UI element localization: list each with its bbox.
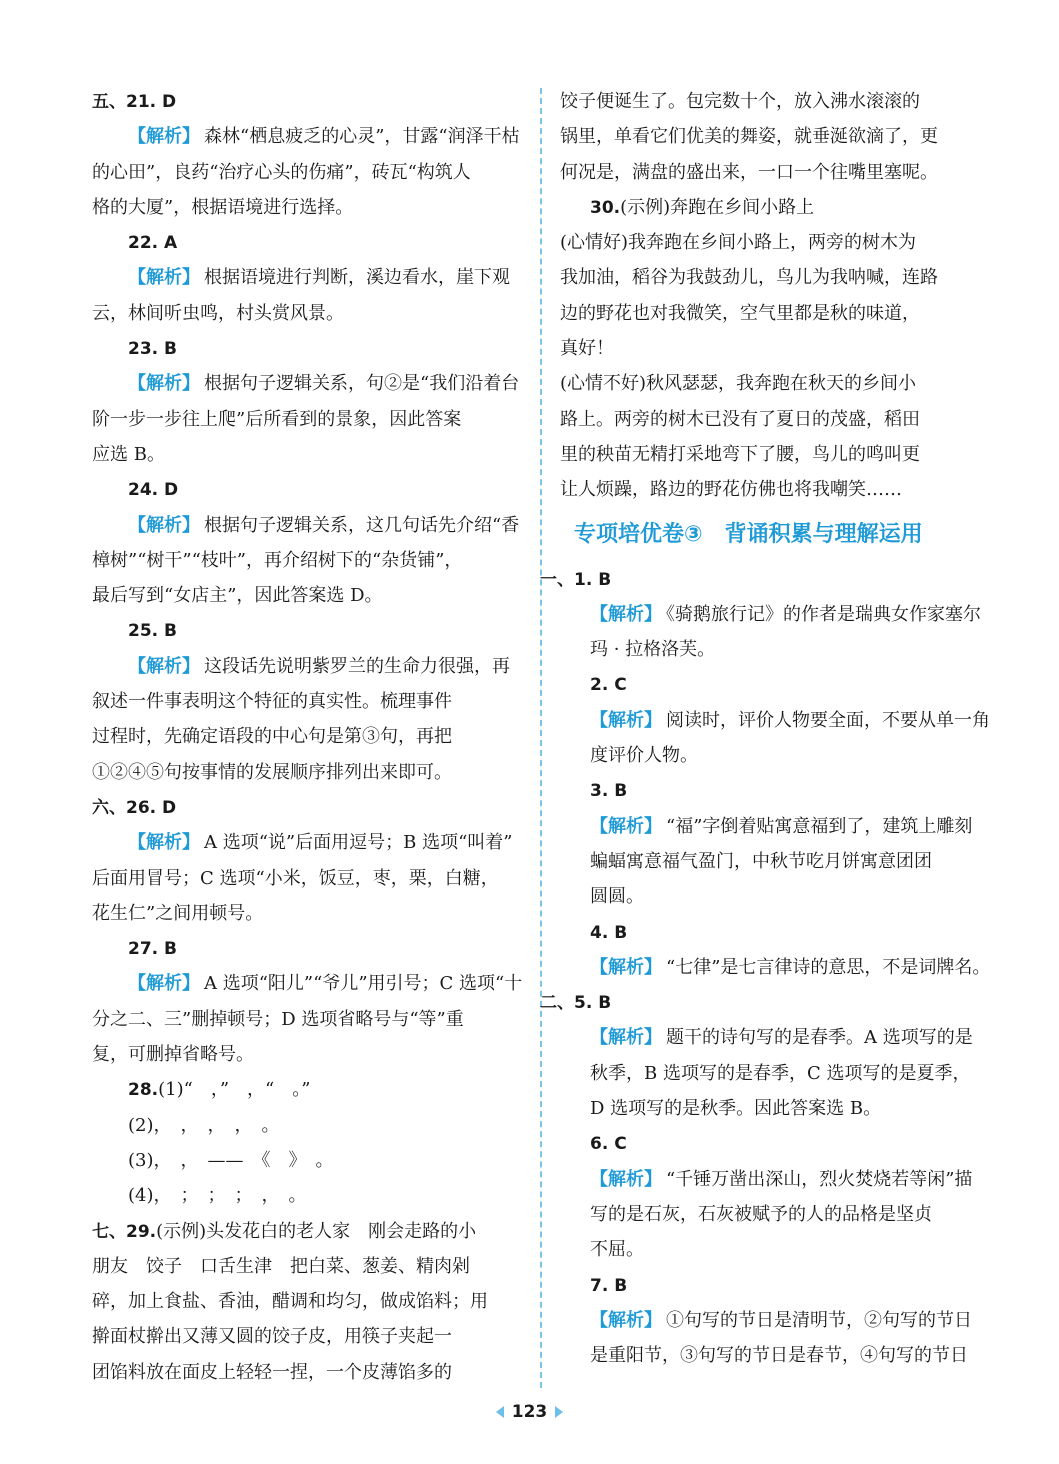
- page-number: 123: [511, 1402, 548, 1422]
- question-29: 七、29.(示例)头发花白的老人家 刚会走路的小: [92, 1220, 477, 1242]
- right-column: 饺子便诞生了。包完数十个，放入沸水滚滚的 锅里，单看它们优美的舞姿，就垂涎欲滴了，更 何况是，满盘的盛出来，一口一个往嘴里塞呢。 30.(示例)奔跑在乡间小路上 (心情好)我奔跑在乡间小路上，两旁的树木为 我加油，稻谷为我鼓劲儿，鸟儿为我呐喊，连路 边的野花也对我微笑，空气里都是秋的味道， 真好！ (心情不好)秋风瑟瑟，我奔跑在秋天的乡间小 路上。两旁的树木已没有了夏日的茂盛，稻田 里的秧苗无精打采地弯下了腰，鸟儿的鸣叫更 让人烦躁，路边的野花仿佛也将我嘲笑…… 专项培优卷③ 背诵积累与理解运用 一、1. B 【解析】 《骑鹅旅行记》的作者是瑞典女作家塞尔 玛 · 拉格洛芙。 2. C 【解析】 阅读时，评价人物要全面，不要从单一角 度评价人物。 3. B 【解析】 “福”字倒着贴寓意福到了，建筑上雕刻 蝙蝠寓意福气盈门，中秋节吃月饼寓意团团 圆圆。 4. B 【解析】 “七律”是七言律诗的意思，不是词牌名。 二、5. B 【解析】 题干的诗句写的是春季。A 选项写的是 秋季，B 选项写的是春季，C 选项写的是夏季， D 选项写的是秋季。因此答案选 B。 6. C 【解析】 “千锤万凿出深山，烈火焚烧若等闲”描 写的是石灰，石灰被赋予的人的品格是坚贞 不屈。 7. B 【解析】 ①句写的节日是清明节，②句写的节日 是重阳节，③句写的节日是春节，④句写的节日: [560, 84, 996, 1373]
- analysis-tag: 【解析】: [128, 126, 200, 148]
- question-3: 3. B: [590, 781, 628, 802]
- analysis-3: 【解析】 “福”字倒着贴寓意福到了，建筑上雕刻: [590, 815, 973, 837]
- analysis-2: 【解析】 阅读时，评价人物要全面，不要从单一角: [590, 709, 990, 731]
- page-footer: [0, 1402, 1059, 1422]
- question-answer: 21. D: [126, 92, 177, 112]
- question-28: 28.(1)“ ，” ，“ 。”: [128, 1079, 311, 1101]
- analysis-26: 【解析】 A 选项“说”后面用逗号；B 选项“叫着”: [128, 832, 513, 854]
- analysis-24: 【解析】 根据句子逻辑关系，这几句话先介绍“香: [128, 514, 520, 536]
- analysis-27: 【解析】 A 选项“阳儿”“爷儿”用引号；C 选项“十: [128, 973, 523, 995]
- analysis-1: 【解析】 《骑鹅旅行记》的作者是瑞典女作家塞尔: [590, 603, 981, 625]
- question-30: 30.(示例)奔跑在乡间小路上: [590, 196, 815, 218]
- analysis-6: 【解析】 “千锤万凿出深山，烈火焚烧若等闲”描: [590, 1168, 973, 1190]
- analysis-25: 【解析】 这段话先说明紫罗兰的生命力很强，再: [128, 655, 510, 677]
- question-26: 六、26. D: [92, 797, 177, 818]
- section-number: 五、: [92, 92, 126, 112]
- question-27: 27. B: [128, 939, 177, 960]
- analysis-21: 【解析】 森林“栖息疲乏的心灵”，甘露“润泽干枯: [128, 126, 520, 148]
- analysis-7: 【解析】 ①句写的节日是清明节，②句写的节日: [590, 1309, 972, 1331]
- question-24: 24. D: [128, 480, 179, 501]
- analysis-5: 【解析】 题干的诗句写的是春季。A 选项写的是: [590, 1027, 973, 1049]
- question-1: 一、1. B: [540, 569, 612, 590]
- question-6: 6. C: [590, 1134, 627, 1155]
- arrow-right-icon: [555, 1406, 563, 1418]
- column-divider: [540, 88, 542, 1388]
- analysis-22: 【解析】 根据语境进行判断，溪边看水，崖下观: [128, 267, 510, 289]
- arrow-left-icon: [496, 1406, 504, 1418]
- section-title: 专项培优卷③ 背诵积累与理解运用: [574, 521, 923, 547]
- question-4: 4. B: [590, 922, 628, 943]
- question-5: 二、5. B: [540, 993, 612, 1014]
- analysis-4: 【解析】 “七律”是七言律诗的意思，不是词牌名。: [590, 956, 991, 978]
- analysis-23: 【解析】 根据句子逻辑关系，句②是“我们沿着台: [128, 373, 520, 395]
- question-22: 22. A: [128, 233, 178, 254]
- left-column: 五、21. D 【解析】 森林“栖息疲乏的心灵”，甘露“润泽干枯 的心田”，良药“治疗心头的伤痛”，砖瓦“构筑人 格的大厦”，根据语境进行选择。 22. A 【解析】 根据语境进行判断，溪边看水，崖下观 云，林间听虫鸣，村头赏风景。 23. B 【解析】 根据句子逻辑关系，句②是“我们沿着台 阶一步一步往上爬”后所看到的景象，因此答案 应选 B。 24. D 【解析】 根据句子逻辑关系，这几句话先介绍“香 樟树”“树干”“枝叶”，再介绍树下的“杂货铺”， 最后写到“女店主”，因此答案选 D。 25. B 【解析】 这段话先说明紫罗兰的生命力很强，再 叙述一件事表明这个特征的真实性。梳理事件 过程时，先确定语段的中心句是第③句，再把 ①②④⑤句按事情的发展顺序排列出来即可。 六、26. D 【解析】 A 选项“说”后面用逗号；B 选项“叫着” 后面用冒号；C 选项“小米，饭豆，枣，栗，白糖， 花生仁”之间用顿号。 27. B 【解析】 A 选项“阳儿”“爷儿”用引号；C 选项“十 分之二、三”删掉顿号；D 选项省略号与“等”重 复，可删掉省略号。 28.(1)“ ，” ，“ 。” (2)， ， ， ， 。 (3)， ， —— 《 》 。 (4)， ； ； ； ， 。 七、29.(示例)头发花白的老人家 刚会走路的小 朋友 饺子 口舌生津 把白菜、葱姜、精肉剁 碎，加上食盐、香油，醋调和均匀，做成馅料；用 擀面杖擀出又薄又圆的饺子皮，用筷子夹起一 团馅料放在面皮上轻轻一捏，一个皮薄馅多的: [92, 84, 524, 1390]
- question-21: [92, 84, 524, 119]
- question-23: 23. B: [128, 339, 177, 360]
- question-2: 2. C: [590, 675, 627, 696]
- question-7: 7. B: [590, 1275, 628, 1296]
- question-25: 25. B: [128, 621, 177, 642]
